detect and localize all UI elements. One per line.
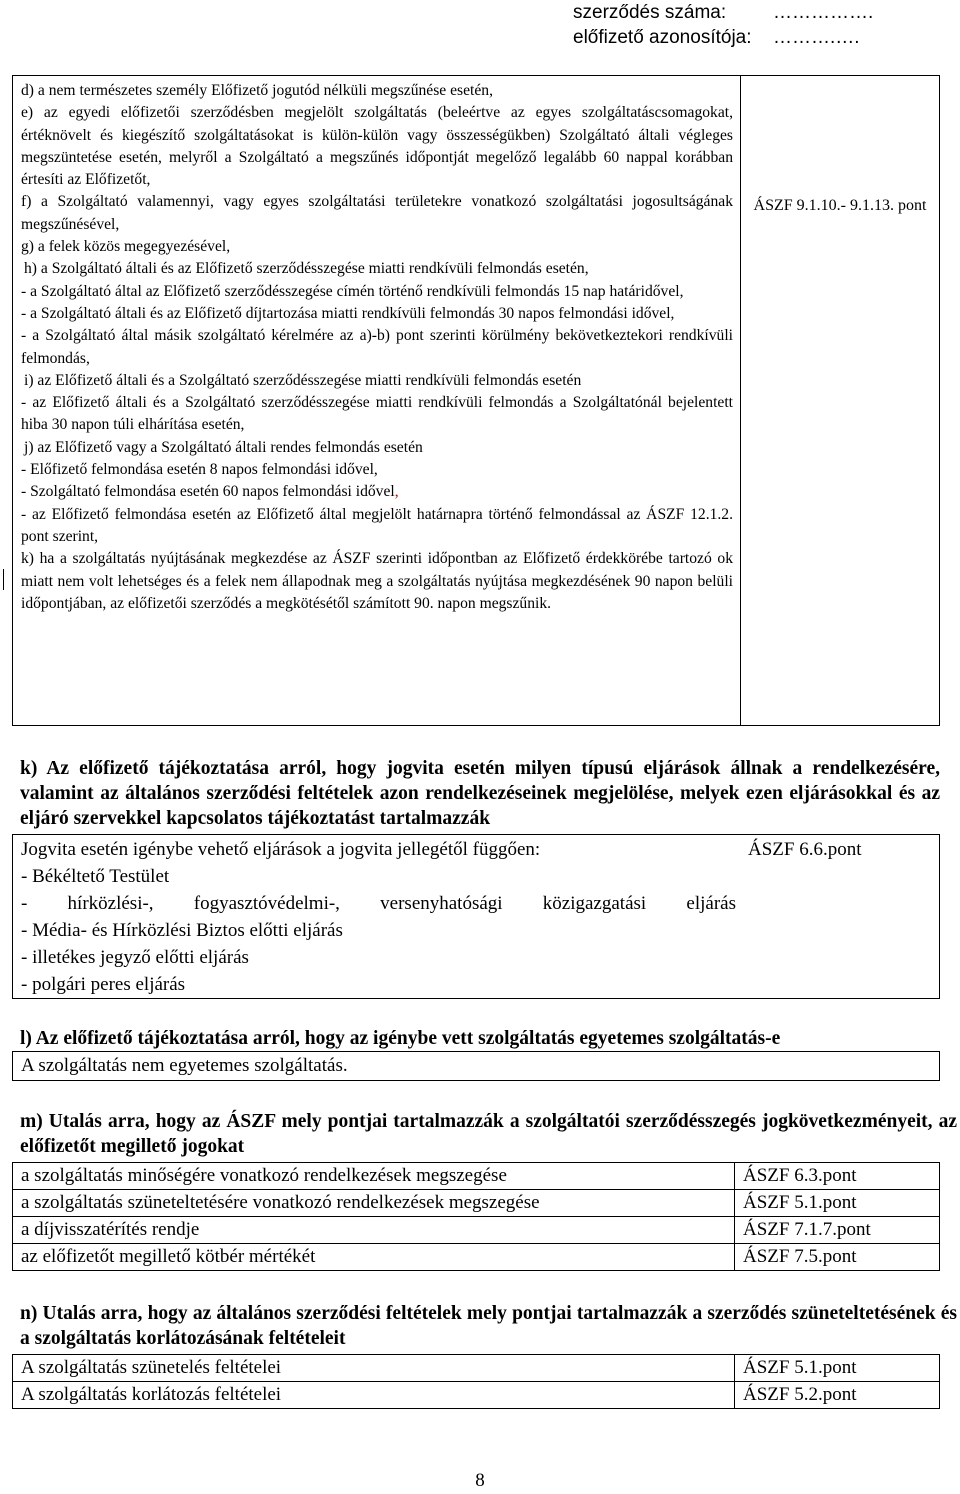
universal-service-table xyxy=(12,1051,940,1081)
termination-item: g) a felek közös megegyezésével, xyxy=(21,238,231,256)
subscriber-id-row xyxy=(573,25,873,50)
universal-service-answer: A szolgáltatás nem egyetemes szolgáltatás. xyxy=(13,1052,940,1081)
suspension-text: A szolgáltatás korlátozás feltételei xyxy=(13,1382,735,1409)
termination-ref: ÁSZF 9.1.10.- 9.1.13. pont xyxy=(753,197,927,214)
breach-text: a díjvisszatérítés rendje xyxy=(13,1217,735,1244)
dispute-item: - polgári peres eljárás xyxy=(21,974,186,995)
breach-ref: ÁSZF 7.5.pont xyxy=(735,1244,940,1271)
suspension-ref: ÁSZF 5.2.pont xyxy=(735,1382,940,1409)
subscriber-id-label: előfizető azonosítója: xyxy=(573,27,752,48)
termination-item: d) a nem természetes személy Előfizető jogutód nélküli megszűnése esetén, xyxy=(21,82,493,99)
section-l-heading: l) Az előfizető tájékoztatása arról, hogy az igénybe vett szolgáltatás egyetemes szolgáltatás-e xyxy=(20,1028,781,1049)
termination-item: e) az egyedi előfizetői szerződésben megjelölt szolgáltatás (beleértve az egyes szolgáltatáscsomagokat, értéknövelt és kiegészítő szolgáltatásokat is külön-külön vagy összességükben) Szolgáltató általi végleges megszüntetése esetén, melyről a Szolgáltató a megszűnés időpontját megelőző legalább 60 nappal korábban értesíti az Előfizetőt, xyxy=(21,104,733,189)
dispute-procedures-cell xyxy=(13,835,745,999)
termination-item xyxy=(21,481,733,503)
termination-item: - Előfizető felmondása esetén 8 napos felmondási idővel, xyxy=(21,461,378,479)
termination-item: j) az Előfizető vagy a Szolgáltató általi rendes felmondás esetén xyxy=(24,438,423,456)
breach-text: a szolgáltatás minőségére vonatkozó rendelkezések megszegése xyxy=(13,1163,735,1190)
table-row xyxy=(13,1355,940,1382)
breach-text: a szolgáltatás szüneteltetésére vonatkozó rendelkezések megszegése xyxy=(13,1190,735,1217)
termination-item: h) a Szolgáltató általi és az Előfizető szerződésszegése miatti rendkívüli felmondás esetén, xyxy=(24,260,589,278)
dispute-item: - Média- és Hírközlési Biztos előtti eljárás xyxy=(21,920,343,941)
termination-conditions-cell xyxy=(13,76,741,726)
page-number: 8 xyxy=(475,1470,485,1491)
table-row xyxy=(13,1190,940,1217)
dispute-procedures-table xyxy=(12,834,940,999)
table-row xyxy=(13,1244,940,1271)
revision-bar xyxy=(3,569,4,590)
termination-item: k) ha a szolgáltatás nyújtásának megkezdése az ÁSZF szerinti időpontban az Előfizető érdekkörébe tartozó ok miatt nem volt lehetséges és a felek nem állapodnak meg a szolgáltatás nyújtása megkezdésének 90 napon belüli időpontjában, az előfizetői szerződés a megkötésétől számított 90. napon megszűnik. xyxy=(21,550,733,612)
dispute-item: - illetékes jegyző előtti eljárás xyxy=(21,947,249,968)
dispute-item: - Békéltető Testület xyxy=(21,866,170,887)
contract-number-label: szerződés száma: xyxy=(573,2,727,23)
breach-table xyxy=(12,1162,940,1271)
dispute-intro: Jogvita esetén igénybe vehető eljárások a jogvita jellegétől függően: xyxy=(21,839,541,860)
suspension-table xyxy=(12,1354,940,1409)
suspension-text: A szolgáltatás szünetelés feltételei xyxy=(13,1355,735,1382)
termination-item: - az Előfizető általi és a Szolgáltató szerződésszegése miatti rendkívüli felmondás a Szolgáltatónál bejelentett hiba 30 napon túli elhárítása esetén, xyxy=(21,394,733,434)
termination-ref-cell xyxy=(741,76,940,726)
termination-item: i) az Előfizető általi és a Szolgáltató szerződésszegése miatti rendkívüli felmondás esetén xyxy=(24,371,582,389)
table-row xyxy=(13,1217,940,1244)
contract-number-row xyxy=(573,0,873,25)
breach-ref: ÁSZF 5.1.pont xyxy=(735,1190,940,1217)
termination-item: - az Előfizető felmondása esetén az Előfizető által megjelölt határnapra történő felmondással az ÁSZF 12.1.2. pont szerint, xyxy=(21,505,733,545)
document-header xyxy=(573,0,873,50)
breach-ref: ÁSZF 6.3.pont xyxy=(735,1163,940,1190)
section-m-heading: m) Utalás arra, hogy az ÁSZF mely pontjai tartalmazzák a szolgáltatói szerződésszegés jogkövetkezményeit, az előfizetőt megillető jogokat xyxy=(20,1111,957,1157)
termination-item: f) a Szolgáltató valamennyi, vagy egyes szolgáltatási területekre vonatkozó szolgáltatási jogosultságának megszűnésével, xyxy=(21,193,733,233)
dispute-item: - hírközlési-, fogyasztóvédelmi-, versenyhatósági közigazgatási eljárás xyxy=(21,893,736,914)
breach-text: az előfizetőt megillető kötbér mértékét xyxy=(13,1244,735,1271)
section-k-heading: k) Az előfizető tájékoztatása arról, hogy jogvita esetén milyen típusú eljárások állnak a rendelkezésére, valamint az általános szerződési feltételek azon rendelkezéseinek megjelölése, melyek ezen eljárásokkal és az eljáró szervekkel kapcsolatos tájékoztatást tartalmazzák xyxy=(20,758,940,829)
inserted-comma: , xyxy=(394,483,399,501)
termination-item: - a Szolgáltató által az Előfizető szerződésszegése címén történő rendkívüli felmondás 15 nap határidővel, xyxy=(21,282,684,300)
contract-number-value: ……………. xyxy=(773,2,874,23)
table-row xyxy=(13,1163,940,1190)
subscriber-id-value: ……….…. xyxy=(773,27,860,48)
table-row xyxy=(13,1382,940,1409)
termination-table xyxy=(12,75,940,726)
breach-ref: ÁSZF 7.1.7.pont xyxy=(735,1217,940,1244)
dispute-ref: ÁSZF 6.6.pont xyxy=(748,839,862,860)
dispute-ref-cell xyxy=(744,835,940,999)
termination-item: - a Szolgáltató általi és az Előfizető díjtartozása miatti rendkívüli felmondás 30 napos felmondási idővel, xyxy=(21,304,675,322)
termination-item-text: - Szolgáltató felmondása esetén 60 napos felmondási idővel xyxy=(21,483,395,501)
termination-item: - a Szolgáltató által másik szolgáltató kérelmére az a)-b) pont szerinti körülmény bekövetkeztekori rendkívüli felmondás, xyxy=(21,327,733,367)
section-n-heading: n) Utalás arra, hogy az általános szerződési feltételek mely pontjai tartalmazzák a szerződés szüneteltetésének és a szolgáltatás korlátozásának feltételeit xyxy=(20,1303,957,1349)
suspension-ref: ÁSZF 5.1.pont xyxy=(735,1355,940,1382)
